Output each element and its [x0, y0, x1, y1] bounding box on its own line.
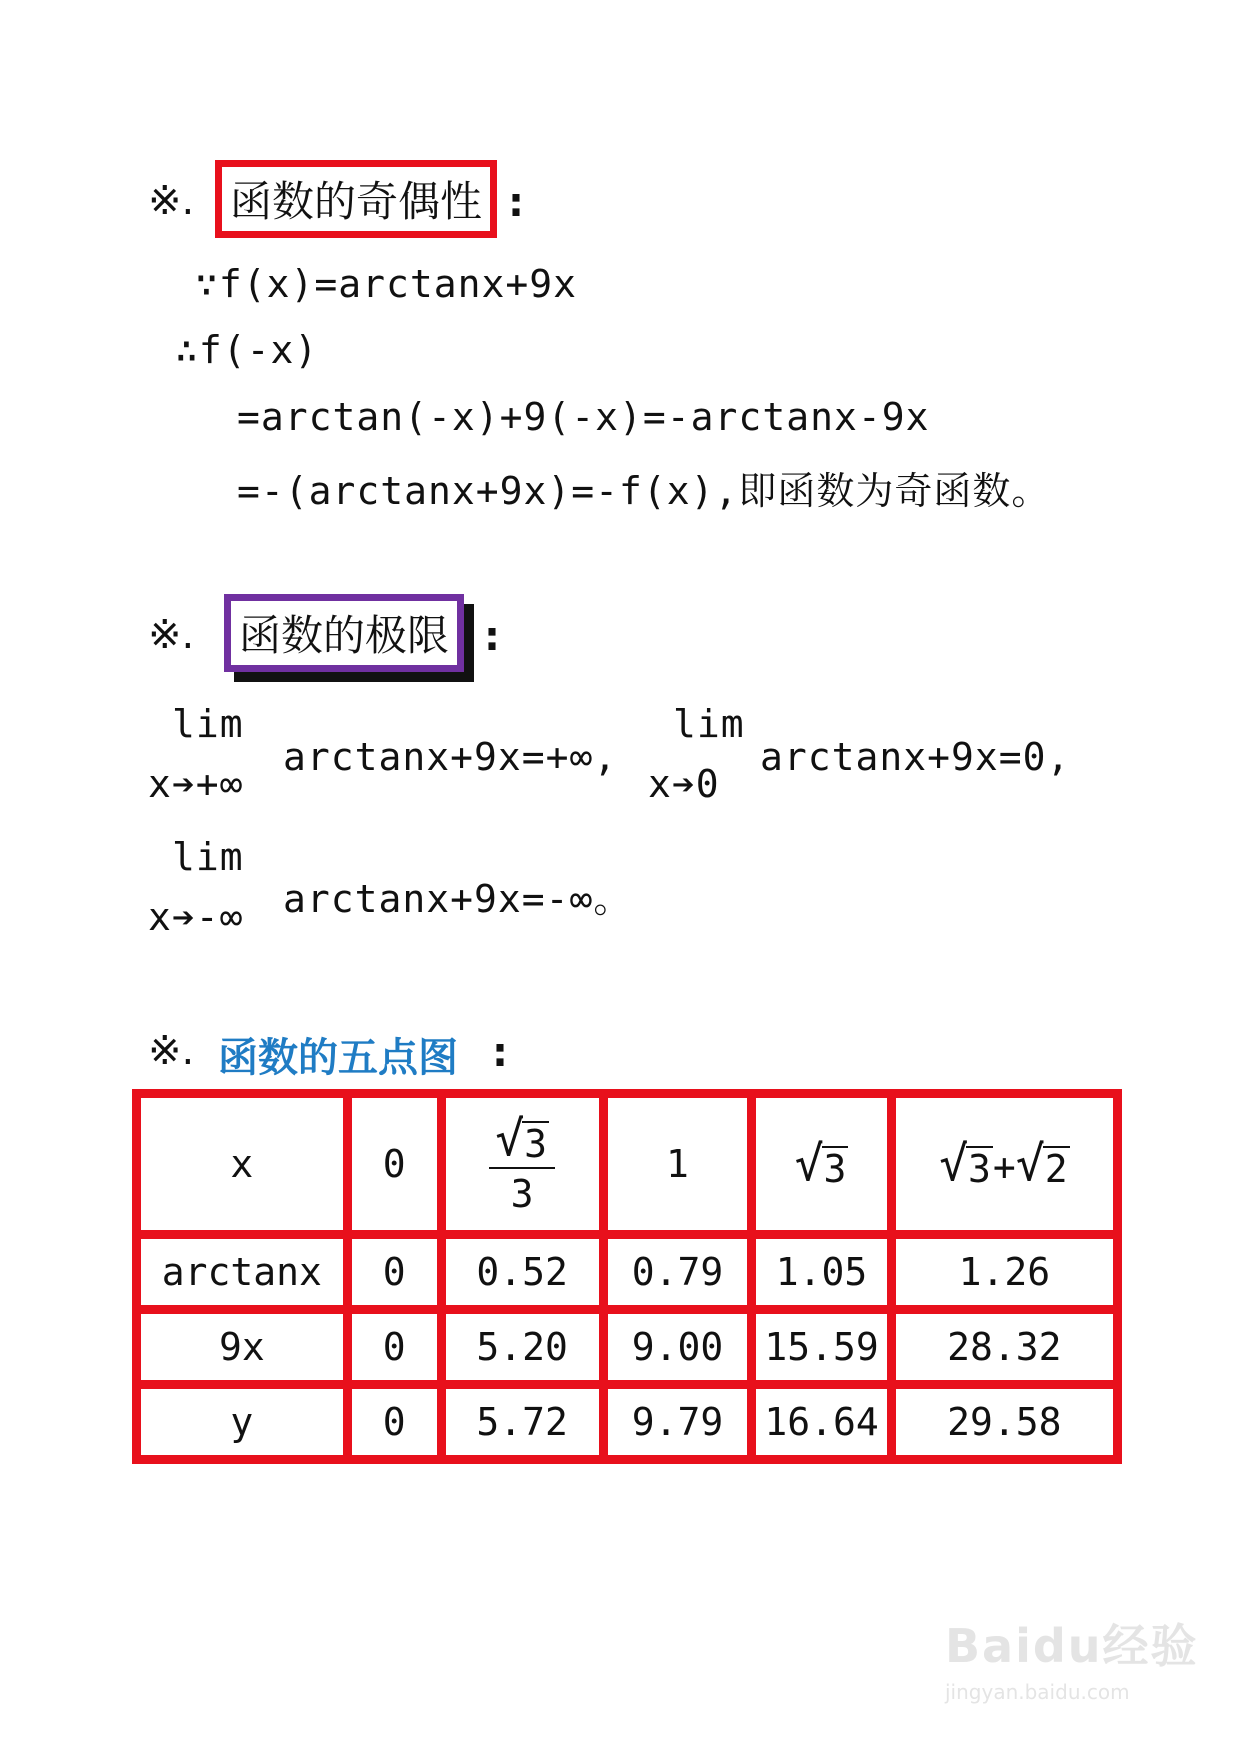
sqrt-symbol: √ 2: [1015, 1135, 1068, 1192]
title-colon: :: [508, 180, 524, 226]
parity-line-4: =-(arctanx+9x)=-f(x),即函数为奇函数。: [237, 469, 1051, 513]
five-point-table: [132, 1089, 1122, 1464]
baidu-watermark: [945, 1610, 1199, 1704]
header-cell: √ 3 + √ 2: [896, 1098, 1113, 1230]
watermark-logo: Baidu经验: [945, 1619, 1199, 1673]
table-cell: 0: [352, 1389, 437, 1455]
lim-word-1: lim: [172, 702, 244, 746]
title-colon: :: [492, 1030, 508, 1076]
table-cell: 9.79: [608, 1389, 748, 1455]
sqrt-symbol: √ 3: [939, 1135, 991, 1192]
table-cell: 5.72: [446, 1389, 599, 1455]
lim-sub-3: x➔-∞: [148, 895, 244, 939]
table-cell: 1.05: [756, 1239, 886, 1305]
header-x-label: x: [141, 1098, 343, 1230]
parity-line-1: ∵f(x)=arctanx+9x: [195, 262, 578, 306]
five-point-title: 函数的五点图: [218, 1035, 458, 1081]
table-row: [141, 1389, 1113, 1455]
row-label: arctanx: [141, 1239, 343, 1305]
lim-word-3: lim: [172, 835, 244, 879]
row-label: y: [141, 1389, 343, 1455]
lim-sub-1: x➔+∞: [148, 762, 244, 806]
parity-line-2: ∴f(-x): [175, 328, 319, 372]
sqrt-symbol: √ 3: [794, 1135, 847, 1192]
header-cell: [756, 1098, 886, 1230]
header-cell: 0: [352, 1098, 437, 1230]
table-row: [141, 1314, 1113, 1380]
table-cell: 0.79: [608, 1239, 748, 1305]
parity-title: 函数的奇偶性: [215, 160, 497, 238]
header-cell: [446, 1098, 599, 1230]
table-cell: 16.64: [756, 1389, 886, 1455]
table-cell: 29.58: [896, 1389, 1113, 1455]
header-cell: 1: [608, 1098, 748, 1230]
section-mark: ※.: [148, 1028, 195, 1074]
lim-expr-1: arctanx+9x=+∞,: [283, 735, 618, 779]
table-cell: 15.59: [756, 1314, 886, 1380]
sqrt-symbol: √ 3: [495, 1111, 548, 1167]
lim-word-2: lim: [673, 702, 745, 746]
table-row: [141, 1239, 1113, 1305]
title-colon: :: [484, 614, 500, 660]
section-mark: ※.: [148, 612, 195, 658]
watermark-url: jingyan.baidu.com: [945, 1680, 1130, 1704]
table-cell: 5.20: [446, 1314, 599, 1380]
section-mark: ※.: [148, 178, 195, 224]
table-header-row: [141, 1098, 1113, 1230]
table-cell: 0: [352, 1239, 437, 1305]
fraction: √ 3 3: [489, 1115, 555, 1213]
lim-expr-2: arctanx+9x=0,: [760, 735, 1071, 779]
table-cell: 0.52: [446, 1239, 599, 1305]
parity-line-3: =arctan(-x)+9(-x)=-arctanx-9x: [237, 395, 930, 439]
table-cell: 9.00: [608, 1314, 748, 1380]
limit-title: 函数的极限: [224, 594, 464, 672]
row-label: 9x: [141, 1314, 343, 1380]
lim-sub-2: x➔0: [648, 762, 720, 806]
lim-expr-3: arctanx+9x=-∞。: [283, 877, 633, 921]
table-cell: 0: [352, 1314, 437, 1380]
table-cell: 1.26: [896, 1239, 1113, 1305]
table-cell: 28.32: [896, 1314, 1113, 1380]
